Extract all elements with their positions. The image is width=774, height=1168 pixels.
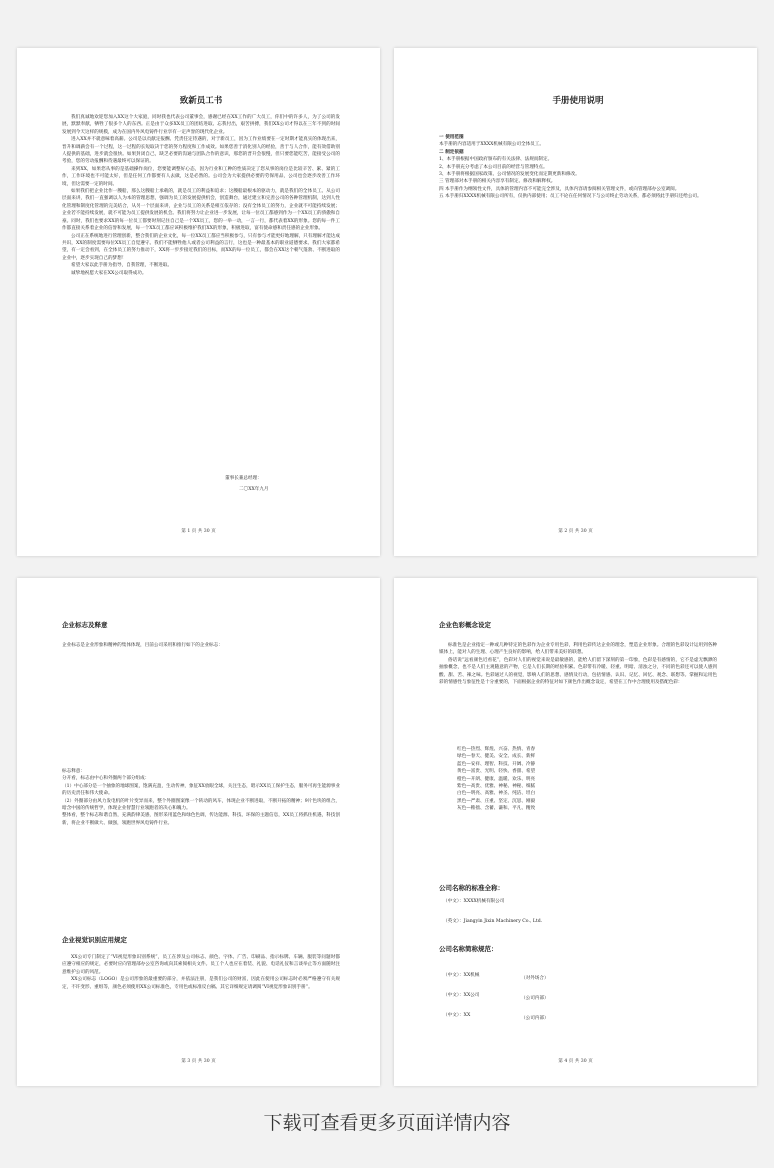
abbr-row <box>443 984 583 1003</box>
text-line: 四 本手册作为纲领性文件，具体的管理内容不可能完全涉及，具体内容请参阅相关管理文件，或向管理部办公室调阅。 <box>439 186 680 192</box>
text-line: 1、本手册根据中国政府颁布的有关法律、法规而制定。 <box>439 157 553 163</box>
section-heading: 二 制定依据 <box>439 149 464 155</box>
text-line: 2、本手册充分考虑了本公司目前的经营与管理特点。 <box>439 164 548 170</box>
paragraph: 我们真诚地欢迎您加入XX这个大家庭，同时我也代表公司董事会，感谢已经在XX工作的广大员工，你们中的许多人，为了公司的发展，默默奉献，牺牲了很多个人的东西。正是由于众多XX员工的团结进取、忘我付出，艰苦拼搏，我们XX公司才得以在三年不到的时间发展到今天这样的规模，成为在国内外风电铸件行业享有一定声誉的现代化企业。 <box>62 115 340 135</box>
page-4 <box>394 578 757 1086</box>
letter-body <box>62 114 340 277</box>
standard-name-en: （英文）：Jiangyin Jixin Machinery Co., Ltd. <box>443 919 543 924</box>
abbr-use: （公司内部） <box>521 996 549 1001</box>
vi-rules <box>62 954 340 991</box>
text-line: 分开看，标志由中心和外圈两个部分组成： <box>62 776 150 782</box>
text-line: 标志释意： <box>62 769 85 774</box>
page-footer: 第 1 页 共 30 页 <box>181 529 216 534</box>
section-title: 企业色彩概念设定 <box>439 621 491 629</box>
paragraph: 俗话说“远看颜色近看花”，色彩对人们的视觉来说是最敏感的，能给人们留下深刻的第一印象，色彩是有感情的，它不是虚无飘渺的抽象概念，也不是人们主观随意的产物，它是人们长期的经验积累。色彩带有冷暖、轻重、明暗、清浊之分，不同的色彩还可以使人感到酸、甜、苦、辣之味。色彩通过人的视觉，影响人们的思想、感情及行动，包括情感、认识、记忆、回忆、观念、联想等。掌握和运用色彩的情感性与象征性是十分重要的，下面根据企业的特征对如下颜色作出概念设定，希望在工作中合理使用及搭配色彩： <box>439 657 717 686</box>
color-item: 白色—明亮、高雅、神圣、纯洁、坦白 <box>457 791 536 797</box>
paragraph: 标准色是企业指定一种或几种特定的色彩作为企业专用色彩，利用色彩传达企业的理念，塑造企业形象。合理的色彩设计运用到各种媒体上，能对人的生理、心理产生良好的影响，给人们带来美好的联想。 <box>439 643 717 656</box>
paragraph: XX公司标志（LOGO）是公司形象的最重要的部分，并依法注册，是我们公司的财富，因此在使用公司标志时必须严格遵守有关规定，不许变形、重组等，颜色必须使用XX公司标准色，专用色或标准反白稿。其它详细规定请调阅“VI视觉形象识别手册”。 <box>62 977 340 990</box>
paragraph: XX公司专门制定了“VI视觉形象识别系统”，员工在涉及公司标志、颜色、字体、广告、印刷品、指示标牌、车辆、服装等问题时都应遵守相应的规定，必要时应向管理部办公室咨询或向其索阅相关文件。员工个人也应在着装、礼貌、电话礼仪和言谈举止等方面随时注意维护公司的风范。 <box>62 955 340 975</box>
color-item: 橙色—开朗、健康、温暖、欢乐、明亮 <box>457 776 536 782</box>
page-footer: 第 2 页 共 30 页 <box>558 529 593 534</box>
logo-intro: 企业标志是企业形象和精神的集体体现，目前公司采用和推行如下的企业标志： <box>62 643 223 648</box>
color-item: 蓝色—安祥、理智、科技、开阔、冷静 <box>457 761 536 767</box>
section-heading: 一 使用范围 <box>439 135 464 140</box>
color-item: 红色—热烈、辉煌、兴奋、热情、青春 <box>457 747 536 752</box>
text-line: （1）中心部分是一个抽象的地球图案，饱满充盈，生动传神，象征XX放眼全球，关注生态，昭示XX员工保护生态，服务可再生能源事业的历史责任和伟大使命。 <box>62 783 340 797</box>
page-title: 致新员工书 <box>179 96 223 106</box>
page-footer: 第 4 页 共 30 页 <box>558 1059 593 1064</box>
color-item: 黄色—富贵、光明、轻快、香甜、希望 <box>457 769 536 775</box>
page-footer: 第 3 页 共 30 页 <box>181 1059 216 1064</box>
signature-role: 董事长兼总经理： <box>225 476 262 481</box>
color-item: 黑色—严肃、庄重、坚定、沉思、刚毅 <box>457 798 536 804</box>
text-line: 三 管理部对本手册的相关内容享有制定、修改和解释权。 <box>439 179 556 185</box>
text-line: 本手册的内容适用于XXXX机械有限公司全体员工。 <box>439 142 544 148</box>
standard-name-title: 公司名称的标准全称： <box>439 884 504 892</box>
text-line: 3、本手册将根据国家政策、公司情况的发展变化而定期更新和修改。 <box>439 172 580 178</box>
text-line: （2）外圈部分由风力发电机的叶片变异而来，整个外圈图案像一个转动的风车，体现企业不断进取，不断开拓的精神；9片色块的组合，暗含中国的传统哲学，体现企业智慧行业领跑者的决心和魄力。 <box>62 798 340 812</box>
paragraph: 进入XX并不就意味着高薪。公司是以贡献定报酬、凭责任定待遇的，对于新员工，因为工作业绩要在一定时期才能真实的体现出来，晋升和调薪会有一个过程，这一过程的长短取决于您的努力程度和工作成效。如果您善于消化别人的经验，善于与人合作，能有效借助别人提供的基础，进步就会很快。如果封闭自己，缺乏必要的沟通与团队合作的意识，那您的晋升会很慢，但只要您能吃苦，能接受公司的考验，您的劳动报酬和待遇最终可以保证的。 <box>62 137 340 165</box>
paragraph: 公司正在系统地进行管理创新，整合我们的企业文化，每一位XX员工都应当积极参与，只有参与才能更好地理解，只有理解才能达成共识，XX的制度需要每位XX员工自觉遵守。我们不能牺牲他人或者公司利益的言行，这也是一种最基本的职业道德要求。我们大家都希望，有一定会看到，在全体员工的努力推动下，XX将一步步接近我们的目标，而XX的每一位员工，都会在XX这个朝气蓬勃、不断进取的企业中，逐步实现自己的梦想！ <box>62 233 340 261</box>
page-1 <box>17 48 380 556</box>
abbr-use: （对外场合） <box>521 976 549 981</box>
paragraph: 如果我们把企业比作一艘船，那么这艘船上承载的，就是员工的利益和追求；这艘船最根本的驱动力，就是我们的全体员工。从公司层面来讲，我们一直强调以人为本的管理思想，强调为员工的发展提供机会，创造舞台，通过建立和完善公司的各种管理机制，达到人性化管理和制度化管理的完美结合，从另一个层面来讲，企业与员工的关系是相互依存的；没有全体员工的努力，企业就不可能持续发展；企业若不能持续发展，就不可能为员工提供发展的机会。我们将努力让企业进一步发展，让每一位员工都感到作为一个XX员工的骄傲和自豪。同时，我们也要求XX的每一位员工都要时刻记住自己是一个XX员工，您的一举一动，一言一行，都代表着XX的形象。您的每一件工作都直接关系着企业的信誉和发展，每一个XX员工都应该积极维护我们XX的形象，积极进取，富有使命感和责任感的企业形象。 <box>62 189 340 232</box>
color-item: 绿色—春天、健美、安全、成长、新鲜 <box>457 754 536 760</box>
color-item: 紫色—高贵、优雅、神秘、神秘、细腻 <box>457 784 536 790</box>
paragraph: 希望大家以此手册为指导，自我管理，不断进取。 <box>71 263 173 269</box>
color-list <box>457 746 717 813</box>
standard-name-cn: （中文）：XXXX机械有限公司 <box>443 899 505 904</box>
section-title: 企业标志及释意 <box>62 621 108 629</box>
page-2 <box>394 48 757 556</box>
abbr-title: 公司名称简称规范： <box>439 945 498 953</box>
download-caption: 下载可查看更多页面详情内容 <box>263 1112 511 1134</box>
paragraph: 诚挚地祝愿大家在XX公司取得成功。 <box>71 270 147 276</box>
manual-notes <box>439 134 717 201</box>
abbr-name: （中文）：XX公司 <box>443 992 480 998</box>
text-line: 整体看，整个标志和谐自然，充满韵律美感，图形采用蓝色和绿色色调，传达能源、科技、环保的主题信息，XX员工将抓住机遇，科技创新，将企业不断做大、做强，领跑世界风电铸件行业。 <box>62 813 340 826</box>
abbr-name: （中文）：XX <box>443 1012 471 1018</box>
color-intro <box>439 642 717 686</box>
abbr-row <box>443 1004 583 1023</box>
abbr-use: （公司内部） <box>521 1016 549 1021</box>
page-title: 手册使用说明 <box>552 96 604 106</box>
color-item: 灰色—稚拙、含蓄、谦和、平凡、精致 <box>457 806 536 812</box>
signature-date: 二〇XX年九月 <box>239 487 269 492</box>
text-line: 五 本手册归XXXX机械有限公司所有，仅供内部使用；员工不论在任何情况下与公司终止劳动关系，都必须将此手册归还给公司。 <box>439 194 702 200</box>
paragraph: 来到XX，如果您从事的是基础操作岗位，您要能调整好心态，因为行业和工种的性质决定了您从事的岗位是比较辛苦、累、紧的工作，工作环境也不可能太好，但是任何工作都要有人去做，这是必然的。公司会为大家提供必要的劳保用品，公司也会逐步改善工作环境，但这需要一定的时间。 <box>62 166 340 187</box>
logo-meaning <box>62 768 340 827</box>
abbr-row <box>443 964 583 983</box>
section-title: 企业视觉识别应用规定 <box>62 936 127 944</box>
page-3 <box>17 578 380 1086</box>
abbr-name: （中文）：XX机械 <box>443 972 480 978</box>
